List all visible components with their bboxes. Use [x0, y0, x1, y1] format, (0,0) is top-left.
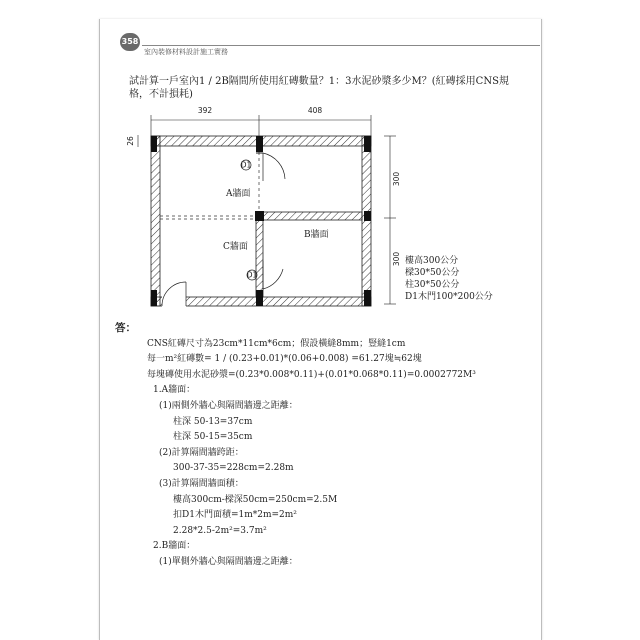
- top-dimension: [151, 106, 371, 137]
- answer-line: 柱深 50-13=37cm: [173, 416, 253, 427]
- legend-item: 樓高300公分: [405, 256, 459, 266]
- svg-text:D1: D1: [246, 270, 258, 280]
- answer-section: [115, 321, 535, 571]
- svg-text:D1: D1: [240, 160, 252, 170]
- answer-line: 每一m²紅磚數= 1 / (0.23+0.01)*(0.06+0.008) =61.27塊≒62塊: [147, 354, 422, 365]
- answer-line: 樓高300cm-樑深50cm=250cm=2.5M: [173, 494, 338, 505]
- answer-line: (1)單側外牆心與隔間牆邊之距離：: [159, 556, 298, 567]
- d1-label-bottom: [247, 270, 258, 280]
- dim-top-height: 300: [392, 171, 401, 187]
- wall-a-label: A牆面: [226, 189, 251, 199]
- answer-line: (1)兩側外牆心與隔間牆邊之距離：: [159, 400, 298, 411]
- height-dimension: [384, 136, 401, 304]
- legend-item: 柱30*50公分: [405, 280, 460, 290]
- answer-line: 扣D1木門面積=1m*2m=2m²: [173, 510, 297, 521]
- wall-c-label: C牆面: [223, 242, 248, 252]
- door-top: [256, 153, 285, 181]
- answer-line: 2.B牆面：: [153, 541, 196, 552]
- answer-line: 2.28*2.5-2m²=3.7m²: [173, 525, 267, 536]
- dim-left-label: 392: [197, 106, 213, 115]
- legend-item: D1木門100*200公分: [405, 292, 493, 302]
- dim-bottom-height: 300: [392, 251, 401, 267]
- question-text: 試計算一戶室內1 / 2B隔間所使用紅磚數量？1：3水泥砂漿多少M？(紅磚採用CNS規格，不計損耗): [129, 76, 509, 100]
- answer-line: (3)計算隔間牆面積：: [159, 478, 244, 489]
- book-page: [99, 19, 542, 640]
- outer-walls: [151, 136, 371, 307]
- wall-thickness-dimension: [126, 135, 138, 147]
- answer-line: (2)計算隔間牆跨距：: [159, 447, 244, 458]
- answer-line: 每塊磚使用水泥砂漿=(0.23*0.008*0.11)+(0.01*0.068*0.11)=0.0002772M³: [147, 369, 476, 380]
- answer-line: 柱深 50-15=35cm: [173, 432, 253, 443]
- door-bottom: [263, 261, 283, 289]
- answer-line: 1.A牆面：: [153, 385, 196, 396]
- wall-b-label: B牆面: [304, 230, 329, 240]
- dim-wall-label: 26: [126, 136, 135, 146]
- legend-item: 樑30*50公分: [405, 268, 460, 278]
- answer-title: 答：: [115, 322, 136, 334]
- d1-label-top: [241, 160, 252, 170]
- answer-line: CNS紅磚尺寸為23cm*11cm*6cm；假設橫縫8mm；豎縫1cm: [147, 338, 406, 349]
- answer-line: 300-37-35=228cm=2.28m: [173, 463, 294, 474]
- dim-right-label: 408: [307, 106, 323, 115]
- page-number: 358: [120, 33, 140, 51]
- plan-legend: [405, 255, 493, 303]
- running-head: 室內裝修材料設計施工實務: [144, 48, 228, 56]
